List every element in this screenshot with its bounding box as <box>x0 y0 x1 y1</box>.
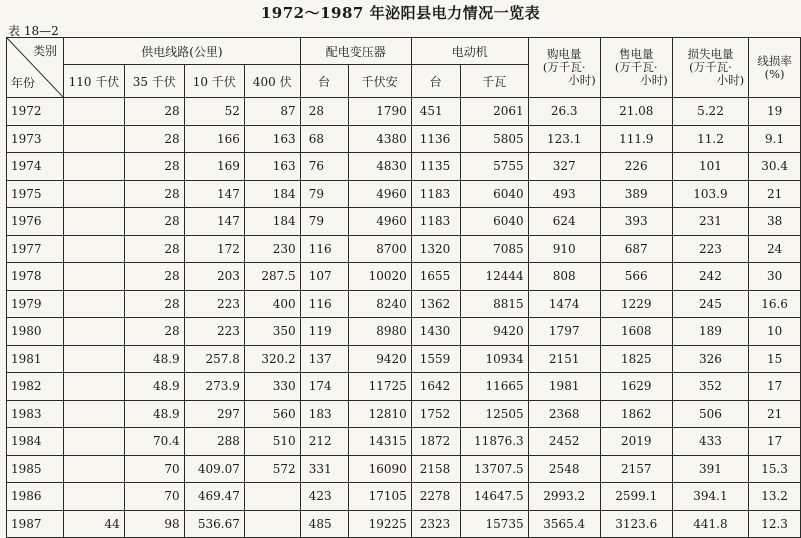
cell-line-400v: 163 <box>244 125 300 153</box>
cell-motor-count: 1320 <box>411 235 460 263</box>
cell-motor-count: 1559 <box>411 345 460 373</box>
cell-line-10kv: 169 <box>184 153 244 181</box>
cell-line-400v: 350 <box>244 318 300 346</box>
sub-header-35kv: 35 千伏 <box>124 65 184 98</box>
cell-motor-kw: 6040 <box>460 208 528 236</box>
corner-header <box>7 38 64 98</box>
cell-transformer-kva: 17105 <box>348 483 411 511</box>
cell-loss: 352 <box>672 373 748 401</box>
cell-line-35kv: 48.9 <box>124 345 184 373</box>
cell-motor-count: 1183 <box>411 208 460 236</box>
cell-line-10kv: 257.8 <box>184 345 244 373</box>
cell-line-10kv: 469.47 <box>184 483 244 511</box>
cell-line-35kv: 28 <box>124 98 184 126</box>
cell-transformer-kva: 9420 <box>348 345 411 373</box>
cell-motor-count: 1183 <box>411 180 460 208</box>
cell-year: 1986 <box>7 483 64 511</box>
cell-sales: 1229 <box>600 290 672 318</box>
cell-line-10kv: 223 <box>184 290 244 318</box>
cell-transformer-count: 116 <box>300 235 348 263</box>
cell-transformer-kva: 8240 <box>348 290 411 318</box>
cell-sales: 226 <box>600 153 672 181</box>
table-row <box>7 455 801 483</box>
table-row <box>7 208 801 236</box>
cell-transformer-count: 116 <box>300 290 348 318</box>
cell-year: 1976 <box>7 208 64 236</box>
cell-motor-count: 451 <box>411 98 460 126</box>
cell-line-10kv: 52 <box>184 98 244 126</box>
year-label: 年份 <box>11 76 36 90</box>
cell-line-110kv <box>64 428 125 456</box>
cell-transformer-count: 212 <box>300 428 348 456</box>
cell-line-400v: 230 <box>244 235 300 263</box>
table-row <box>7 373 801 401</box>
cell-motor-count: 1872 <box>411 428 460 456</box>
sales-header: 售电量 (万千瓦· 小时) <box>600 38 672 98</box>
cell-motor-kw: 14647.5 <box>460 483 528 511</box>
cell-loss: 101 <box>672 153 748 181</box>
cell-motor-count: 1655 <box>411 263 460 291</box>
cell-line-35kv: 28 <box>124 153 184 181</box>
cell-line-10kv: 297 <box>184 400 244 428</box>
cell-loss: 103.9 <box>672 180 748 208</box>
category-label: 类别 <box>33 44 58 58</box>
cell-line-35kv: 70 <box>124 483 184 511</box>
cell-motor-kw: 13707.5 <box>460 455 528 483</box>
cell-transformer-kva: 14315 <box>348 428 411 456</box>
table-row <box>7 125 801 153</box>
cell-transformer-kva: 12810 <box>348 400 411 428</box>
cell-transformer-kva: 4830 <box>348 153 411 181</box>
cell-transformer-count: 331 <box>300 455 348 483</box>
cell-loss: 5.22 <box>672 98 748 126</box>
table-row <box>7 290 801 318</box>
cell-line-110kv <box>64 400 125 428</box>
cell-motor-count: 1752 <box>411 400 460 428</box>
cell-line-35kv: 98 <box>124 510 184 538</box>
cell-transformer-kva: 8700 <box>348 235 411 263</box>
table-row <box>7 318 801 346</box>
cell-transformer-count: 137 <box>300 345 348 373</box>
cell-loss-rate: 19 <box>749 98 801 126</box>
cell-line-35kv: 70 <box>124 455 184 483</box>
cell-line-110kv <box>64 290 125 318</box>
cell-transformer-count: 68 <box>300 125 348 153</box>
cell-transformer-count: 79 <box>300 208 348 236</box>
cell-sales: 566 <box>600 263 672 291</box>
cell-line-35kv: 28 <box>124 318 184 346</box>
cell-loss-rate: 21 <box>749 400 801 428</box>
cell-motor-count: 1136 <box>411 125 460 153</box>
cell-line-110kv <box>64 345 125 373</box>
purchase-header: 购电量 (万千瓦· 小时) <box>528 38 600 98</box>
cell-line-35kv: 28 <box>124 263 184 291</box>
cell-purchase: 624 <box>528 208 600 236</box>
table-body <box>7 98 801 538</box>
cell-loss: 433 <box>672 428 748 456</box>
cell-sales: 2019 <box>600 428 672 456</box>
cell-purchase: 2993.2 <box>528 483 600 511</box>
cell-line-10kv: 409.07 <box>184 455 244 483</box>
cell-motor-kw: 9420 <box>460 318 528 346</box>
cell-line-400v: 560 <box>244 400 300 428</box>
cell-motor-kw: 6040 <box>460 180 528 208</box>
cell-motor-kw: 12444 <box>460 263 528 291</box>
cell-transformer-kva: 4960 <box>348 208 411 236</box>
table-row <box>7 235 801 263</box>
cell-motor-kw: 12505 <box>460 400 528 428</box>
cell-sales: 1608 <box>600 318 672 346</box>
cell-loss-rate: 15.3 <box>749 455 801 483</box>
cell-purchase: 910 <box>528 235 600 263</box>
cell-line-110kv <box>64 153 125 181</box>
power-statistics-table <box>6 37 801 538</box>
cell-transformer-kva: 4960 <box>348 180 411 208</box>
cell-loss-rate: 30 <box>749 263 801 291</box>
sub-header-motor-count: 台 <box>411 65 460 98</box>
cell-motor-count: 1362 <box>411 290 460 318</box>
cell-loss-rate: 17 <box>749 373 801 401</box>
sub-header-10kv: 10 千伏 <box>184 65 244 98</box>
cell-motor-kw: 11876.3 <box>460 428 528 456</box>
cell-line-10kv: 288 <box>184 428 244 456</box>
cell-sales: 111.9 <box>600 125 672 153</box>
cell-sales: 1825 <box>600 345 672 373</box>
cell-motor-kw: 10934 <box>460 345 528 373</box>
cell-loss: 391 <box>672 455 748 483</box>
cell-transformer-count: 28 <box>300 98 348 126</box>
cell-line-35kv: 28 <box>124 290 184 318</box>
cell-transformer-kva: 1790 <box>348 98 411 126</box>
cell-loss: 506 <box>672 400 748 428</box>
cell-loss-rate: 10 <box>749 318 801 346</box>
cell-transformer-kva: 10020 <box>348 263 411 291</box>
cell-purchase: 493 <box>528 180 600 208</box>
cell-loss-rate: 21 <box>749 180 801 208</box>
cell-year: 1972 <box>7 98 64 126</box>
sub-header-400v: 400 伏 <box>244 65 300 98</box>
table-title: 1972～1987 年泌阳县电力情况一览表 <box>260 4 541 22</box>
cell-sales: 2157 <box>600 455 672 483</box>
transformer-header: 配电变压器 <box>300 38 411 65</box>
cell-transformer-count: 485 <box>300 510 348 538</box>
cell-loss: 11.2 <box>672 125 748 153</box>
table-row <box>7 98 801 126</box>
cell-motor-count: 2278 <box>411 483 460 511</box>
cell-transformer-count: 79 <box>300 180 348 208</box>
cell-sales: 21.08 <box>600 98 672 126</box>
table-row <box>7 180 801 208</box>
cell-transformer-kva: 4380 <box>348 125 411 153</box>
loss-header: 损失电量 (万千瓦· 小时) <box>672 38 748 98</box>
cell-purchase: 1981 <box>528 373 600 401</box>
cell-line-35kv: 28 <box>124 180 184 208</box>
cell-year: 1982 <box>7 373 64 401</box>
cell-motor-count: 2323 <box>411 510 460 538</box>
cell-sales: 687 <box>600 235 672 263</box>
table-row <box>7 400 801 428</box>
cell-year: 1973 <box>7 125 64 153</box>
cell-line-400v: 184 <box>244 208 300 236</box>
cell-line-400v: 320.2 <box>244 345 300 373</box>
cell-purchase: 327 <box>528 153 600 181</box>
cell-purchase: 2548 <box>528 455 600 483</box>
cell-line-10kv: 203 <box>184 263 244 291</box>
cell-loss: 326 <box>672 345 748 373</box>
cell-sales: 3123.6 <box>600 510 672 538</box>
cell-line-35kv: 28 <box>124 125 184 153</box>
cell-sales: 2599.1 <box>600 483 672 511</box>
cell-purchase: 1797 <box>528 318 600 346</box>
cell-line-400v: 87 <box>244 98 300 126</box>
cell-sales: 1629 <box>600 373 672 401</box>
cell-purchase: 123.1 <box>528 125 600 153</box>
cell-line-110kv <box>64 373 125 401</box>
cell-motor-count: 1135 <box>411 153 460 181</box>
cell-loss-rate: 24 <box>749 235 801 263</box>
cell-loss: 223 <box>672 235 748 263</box>
cell-transformer-kva: 8980 <box>348 318 411 346</box>
cell-line-110kv <box>64 318 125 346</box>
cell-line-110kv <box>64 180 125 208</box>
cell-sales: 1862 <box>600 400 672 428</box>
cell-motor-kw: 7085 <box>460 235 528 263</box>
cell-year: 1978 <box>7 263 64 291</box>
loss-rate-header: 线损率 (%) <box>749 38 801 98</box>
cell-line-110kv: 44 <box>64 510 125 538</box>
cell-loss: 242 <box>672 263 748 291</box>
cell-year: 1983 <box>7 400 64 428</box>
cell-line-400v: 330 <box>244 373 300 401</box>
cell-loss-rate: 13.2 <box>749 483 801 511</box>
cell-line-10kv: 536.67 <box>184 510 244 538</box>
cell-loss-rate: 38 <box>749 208 801 236</box>
table-number: 表 18—2 <box>8 24 59 38</box>
cell-purchase: 26.3 <box>528 98 600 126</box>
cell-line-110kv <box>64 208 125 236</box>
cell-transformer-count: 183 <box>300 400 348 428</box>
cell-motor-count: 1642 <box>411 373 460 401</box>
cell-year: 1980 <box>7 318 64 346</box>
cell-purchase: 2452 <box>528 428 600 456</box>
cell-transformer-kva: 11725 <box>348 373 411 401</box>
cell-transformer-count: 423 <box>300 483 348 511</box>
cell-year: 1987 <box>7 510 64 538</box>
cell-transformer-kva: 19225 <box>348 510 411 538</box>
cell-purchase: 1474 <box>528 290 600 318</box>
cell-loss: 245 <box>672 290 748 318</box>
cell-loss-rate: 9.1 <box>749 125 801 153</box>
cell-transformer-kva: 16090 <box>348 455 411 483</box>
cell-sales: 389 <box>600 180 672 208</box>
cell-purchase: 2151 <box>528 345 600 373</box>
cell-line-110kv <box>64 235 125 263</box>
cell-year: 1977 <box>7 235 64 263</box>
cell-line-110kv <box>64 483 125 511</box>
cell-loss-rate: 17 <box>749 428 801 456</box>
cell-year: 1984 <box>7 428 64 456</box>
cell-motor-kw: 2061 <box>460 98 528 126</box>
cell-purchase: 808 <box>528 263 600 291</box>
cell-year: 1979 <box>7 290 64 318</box>
cell-line-400v: 184 <box>244 180 300 208</box>
cell-line-10kv: 166 <box>184 125 244 153</box>
cell-sales: 393 <box>600 208 672 236</box>
cell-line-35kv: 70.4 <box>124 428 184 456</box>
cell-loss-rate: 12.3 <box>749 510 801 538</box>
table-row <box>7 483 801 511</box>
cell-line-400v: 287.5 <box>244 263 300 291</box>
cell-loss-rate: 16.6 <box>749 290 801 318</box>
cell-line-10kv: 147 <box>184 180 244 208</box>
cell-motor-count: 2158 <box>411 455 460 483</box>
cell-loss-rate: 15 <box>749 345 801 373</box>
table-row <box>7 345 801 373</box>
cell-motor-kw: 8815 <box>460 290 528 318</box>
cell-line-110kv <box>64 455 125 483</box>
cell-line-400v: 572 <box>244 455 300 483</box>
cell-line-110kv <box>64 263 125 291</box>
cell-line-400v: 510 <box>244 428 300 456</box>
cell-transformer-count: 107 <box>300 263 348 291</box>
cell-transformer-count: 119 <box>300 318 348 346</box>
sub-header-transformer-kva: 千伏安 <box>348 65 411 98</box>
cell-purchase: 2368 <box>528 400 600 428</box>
cell-motor-kw: 15735 <box>460 510 528 538</box>
cell-line-35kv: 28 <box>124 235 184 263</box>
cell-loss: 394.1 <box>672 483 748 511</box>
cell-year: 1974 <box>7 153 64 181</box>
table-row <box>7 263 801 291</box>
cell-line-10kv: 172 <box>184 235 244 263</box>
cell-purchase: 3565.4 <box>528 510 600 538</box>
cell-line-10kv: 273.9 <box>184 373 244 401</box>
cell-loss: 189 <box>672 318 748 346</box>
cell-loss: 231 <box>672 208 748 236</box>
table-row <box>7 153 801 181</box>
table-row <box>7 428 801 456</box>
sub-header-transformer-count: 台 <box>300 65 348 98</box>
cell-line-400v: 400 <box>244 290 300 318</box>
motor-header: 电动机 <box>411 38 528 65</box>
sub-header-motor-kw: 千瓦 <box>460 65 528 98</box>
lines-header: 供电线路(公里) <box>64 38 301 65</box>
cell-transformer-count: 174 <box>300 373 348 401</box>
cell-line-400v <box>244 483 300 511</box>
cell-line-35kv: 48.9 <box>124 400 184 428</box>
cell-motor-kw: 5805 <box>460 125 528 153</box>
cell-year: 1985 <box>7 455 64 483</box>
cell-line-35kv: 48.9 <box>124 373 184 401</box>
cell-line-110kv <box>64 125 125 153</box>
cell-line-10kv: 147 <box>184 208 244 236</box>
cell-transformer-count: 76 <box>300 153 348 181</box>
cell-line-35kv: 28 <box>124 208 184 236</box>
cell-motor-kw: 11665 <box>460 373 528 401</box>
cell-year: 1981 <box>7 345 64 373</box>
cell-line-10kv: 223 <box>184 318 244 346</box>
cell-line-110kv <box>64 98 125 126</box>
cell-loss-rate: 30.4 <box>749 153 801 181</box>
cell-loss: 441.8 <box>672 510 748 538</box>
cell-year: 1975 <box>7 180 64 208</box>
cell-line-400v: 163 <box>244 153 300 181</box>
cell-motor-kw: 5755 <box>460 153 528 181</box>
sub-header-110kv: 110 千伏 <box>64 65 125 98</box>
cell-motor-count: 1430 <box>411 318 460 346</box>
